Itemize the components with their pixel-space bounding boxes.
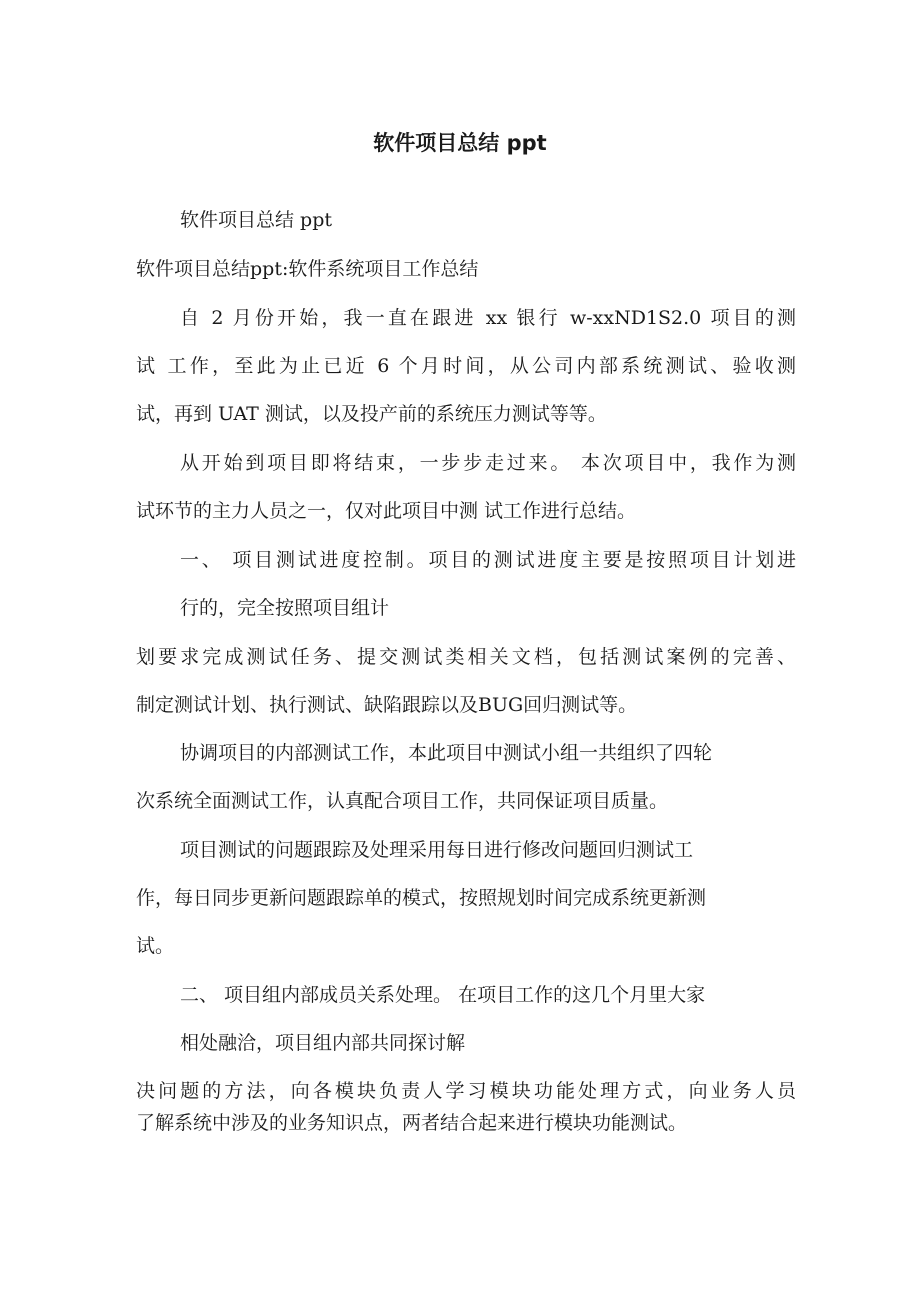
paragraph-line: 制定测试计划、执行测试、缺陷跟踪以及BUG回归测试等。	[136, 694, 638, 716]
paragraph-line: 划要求完成测试任务、提交测试类相关文档，包括测试案例的完善、	[136, 646, 796, 668]
paragraph-line: 协调项目的内部测试工作，本此项目中测试小组一共组织了四轮	[180, 742, 713, 764]
document-title: 软件项目总结 ppt	[373, 131, 547, 155]
paragraph-line: 作，每日同步更新问题跟踪单的模式，按照规划时间完成系统更新测	[136, 887, 707, 909]
paragraph-line: 行的，完全按照项目组计	[180, 597, 390, 619]
paragraph-line: 试，再到 UAT 测试，以及投产前的系统压力测试等等。	[136, 403, 607, 425]
paragraph-line: 次系统全面测试工作，认真配合项目工作，共同保证项目质量。	[136, 790, 669, 812]
paragraph-line: 从开始到项目即将结束，一步步走过来。 本次项目中，我作为测	[180, 452, 796, 474]
paragraph-line: 自 2 月份开始，我一直在跟进 xx 银行 w-xxND1S2.0 项目的测	[180, 307, 796, 329]
subtitle-line: 软件项目总结 ppt	[180, 209, 333, 231]
section-one-line: 一、 项目测试进度控制。项目的测试进度主要是按照项目计划进	[180, 549, 796, 571]
paragraph-line: 试。	[136, 935, 175, 957]
paragraph-line: 相处融洽，项目组内部共同探讨解	[180, 1032, 466, 1054]
paragraph-line: 决问题的方法，向各模块负责人学习模块功能处理方式，向业务人员	[136, 1080, 796, 1102]
paragraph-line: 试 工作，至此为止已近 6 个月时间，从公司内部系统测试、验收测	[136, 355, 796, 377]
heading-line: 软件项目总结ppt:软件系统项目工作总结	[136, 258, 479, 280]
paragraph-line: 项目测试的问题跟踪及处理采用每日进行修改问题回归测试工	[180, 839, 694, 861]
section-two-line: 二、 项目组内部成员关系处理。 在项目工作的这几个月里大家	[180, 984, 706, 1006]
paragraph-line: 试环节的主力人员之一，仅对此项目中测 试工作进行总结。	[136, 500, 637, 522]
paragraph-line: 了解系统中涉及的业务知识点，两者结合起来进行模块功能测试。	[136, 1112, 688, 1134]
